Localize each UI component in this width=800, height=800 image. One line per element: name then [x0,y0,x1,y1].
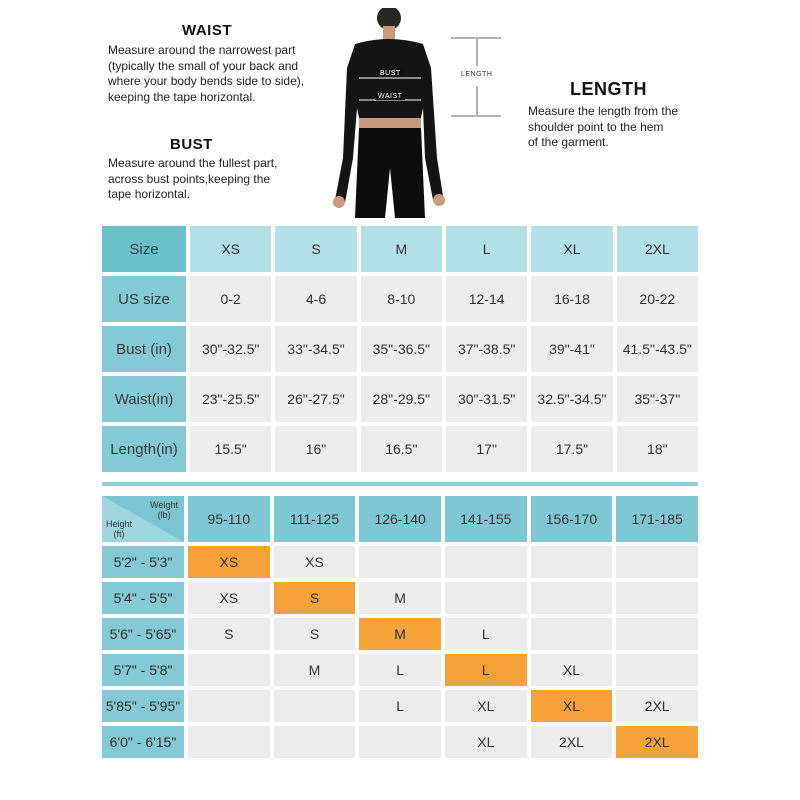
size-cell [274,690,356,722]
bust-description: Measure around the fullest part, across bust points,keeping the tape horizontal. [108,156,278,201]
size-cell: S [274,618,356,650]
height-label-cell: 5'4" - 5'5" [102,582,184,614]
length-indicator [443,36,505,118]
size-row-length [102,426,698,472]
weight-header-cell: 141-155 [445,496,527,542]
table-cell: 15.5" [190,426,271,472]
table-cell: 18" [617,426,698,472]
weight-header-cell: 171-185 [616,496,698,542]
bust-heading: BUST [170,136,213,153]
size-cell [531,582,613,614]
table-cell: 16" [275,426,356,472]
table-cell: 30"-31.5" [446,376,527,422]
length-heading: LENGTH [570,79,647,99]
size-header-cell: M [361,226,442,272]
figure-waist-label: WAIST [375,93,405,100]
size-cell: S [274,582,356,614]
model-silhouette-icon [325,8,455,218]
size-header-cell: XS [190,226,271,272]
size-cell [359,726,441,758]
size-header-cell: L [446,226,527,272]
size-cell [531,546,613,578]
weight-header-cell: 95-110 [188,496,270,542]
weight-unit: (lb) [157,510,171,520]
weight-header-row [102,496,698,542]
row-label: Length(in) [102,426,186,472]
height-row [102,654,698,686]
table-cell: 8-10 [361,276,442,322]
table-cell: 0-2 [190,276,271,322]
height-label-cell: 5'7" - 5'8" [102,654,184,686]
table-cell: 32.5"-34.5" [531,376,612,422]
size-cell: XS [188,582,270,614]
weight-header-cell: 126-140 [359,496,441,542]
size-cell [445,582,527,614]
size-cell: XL [445,690,527,722]
size-cell [188,726,270,758]
table-cell: 17" [446,426,527,472]
waist-description: Measure around the narrowest part (typically the small of your back and where your body bends side to side), keeping the tape horizontal. [108,43,305,104]
size-chart-table [98,222,702,476]
row-label: Waist(in) [102,376,186,422]
table-cell: 37"-38.5" [446,326,527,372]
table-cell: 33"-34.5" [275,326,356,372]
size-cell [188,690,270,722]
table-cell: 26"-27.5" [275,376,356,422]
size-header-cell: XL [531,226,612,272]
size-cell: XL [531,654,613,686]
height-row [102,618,698,650]
height-weight-corner [102,496,184,542]
table-cell: 39"-41" [531,326,612,372]
weight-header-cell: 156-170 [531,496,613,542]
size-cell [616,618,698,650]
height-row [102,546,698,578]
height-unit: (ft) [113,529,125,539]
table-cell: 20-22 [617,276,698,322]
figure-length-label: LENGTH [461,71,493,78]
size-cell: L [445,654,527,686]
table-cell: 17.5" [531,426,612,472]
weight-header-cell: 111-125 [274,496,356,542]
size-cell: XL [445,726,527,758]
size-cell [616,582,698,614]
height-label-cell: 5'85" - 5'95" [102,690,184,722]
model-figure [325,8,455,218]
figure-bust-label: BUST [377,70,404,77]
length-description: Measure the length from the shoulder point to the hem of the garment. [528,104,679,149]
size-cell: S [188,618,270,650]
size-cell: XS [274,546,356,578]
size-row-waist [102,376,698,422]
weight-label: Weight [150,500,178,510]
size-cell: 2XL [531,726,613,758]
size-header-cell: 2XL [617,226,698,272]
table-cell: 16-18 [531,276,612,322]
size-cell [274,726,356,758]
table-cell: 30"-32.5" [190,326,271,372]
height-weight-table [98,492,702,762]
table-cell: 12-14 [446,276,527,322]
height-row [102,690,698,722]
size-cell: M [359,582,441,614]
size-row-us [102,276,698,322]
table-cell: 41.5"-43.5" [617,326,698,372]
table-cell: 4-6 [275,276,356,322]
height-label: Height [106,519,133,529]
table-cell: 35"-36.5" [361,326,442,372]
height-row [102,726,698,758]
table-cell: 23"-25.5" [190,376,271,422]
height-label-cell: 6'0" - 6'15" [102,726,184,758]
row-label: Bust (in) [102,326,186,372]
size-cell: L [359,654,441,686]
size-cell: 2XL [616,726,698,758]
size-header-row [102,226,698,272]
section-divider [102,482,698,486]
height-label-cell: 5'6" - 5'65" [102,618,184,650]
size-cell: 2XL [616,690,698,722]
size-cell [616,546,698,578]
row-label: US size [102,276,186,322]
table-cell: 16.5" [361,426,442,472]
size-cell: L [359,690,441,722]
size-cell: M [359,618,441,650]
size-cell: XL [531,690,613,722]
waist-heading: WAIST [182,22,232,39]
size-header-cell: S [275,226,356,272]
height-label-cell: 5'2" - 5'3" [102,546,184,578]
size-cell [445,546,527,578]
size-cell [188,654,270,686]
size-cell [359,546,441,578]
size-cell: L [445,618,527,650]
table-cell: 35"-37" [617,376,698,422]
size-cell [531,618,613,650]
table-cell: 28"-29.5" [361,376,442,422]
size-cell: M [274,654,356,686]
size-cell [616,654,698,686]
size-cell: XS [188,546,270,578]
size-row-bust [102,326,698,372]
size-header-label: Size [102,226,186,272]
height-row [102,582,698,614]
